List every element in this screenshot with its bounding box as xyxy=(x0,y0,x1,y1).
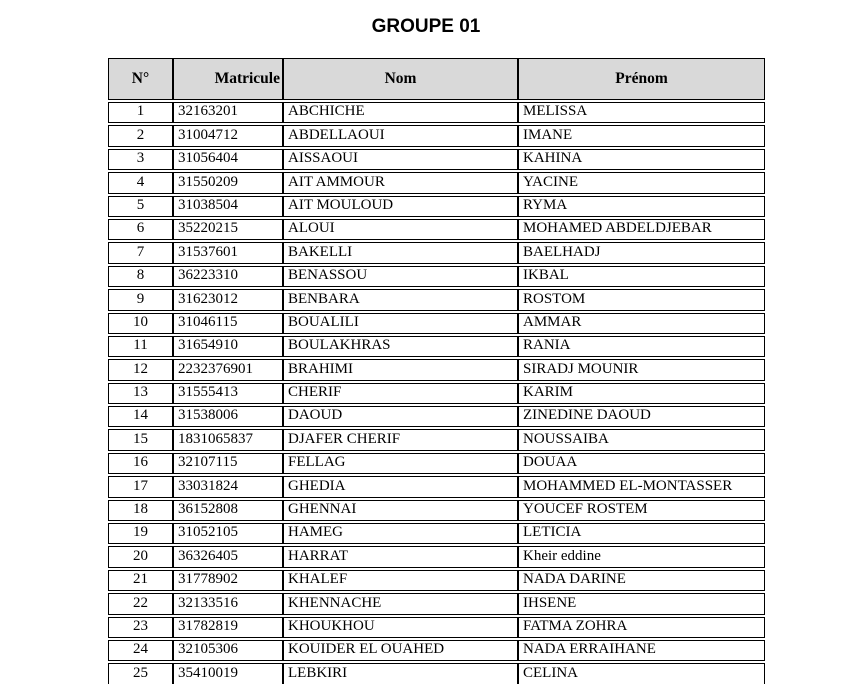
table-row xyxy=(108,429,765,450)
cell-matricule: 31038504 xyxy=(173,196,283,217)
table-row xyxy=(108,500,765,521)
cell-nom: HARRAT xyxy=(283,546,518,567)
cell-matricule: 31538006 xyxy=(173,406,283,427)
cell-n: 1 xyxy=(108,102,173,123)
cell-prenom: IMANE xyxy=(518,125,765,146)
table-row xyxy=(108,196,765,217)
table-row xyxy=(108,266,765,287)
cell-n: 19 xyxy=(108,523,173,544)
cell-prenom: IKBAL xyxy=(518,266,765,287)
cell-nom: AIT MOULOUD xyxy=(283,196,518,217)
cell-nom: ALOUI xyxy=(283,219,518,240)
cell-prenom: MOHAMED ABDELDJEBAR xyxy=(518,219,765,240)
cell-matricule: 31004712 xyxy=(173,125,283,146)
cell-matricule: 33031824 xyxy=(173,476,283,497)
cell-matricule: 31537601 xyxy=(173,242,283,263)
cell-matricule: 31056404 xyxy=(173,149,283,170)
table-row xyxy=(108,406,765,427)
cell-prenom: YACINE xyxy=(518,172,765,193)
cell-n: 20 xyxy=(108,546,173,567)
cell-matricule: 32133516 xyxy=(173,593,283,614)
cell-nom: ABCHICHE xyxy=(283,102,518,123)
cell-prenom: AMMAR xyxy=(518,313,765,334)
cell-n: 16 xyxy=(108,453,173,474)
cell-prenom: ZINEDINE DAOUD xyxy=(518,406,765,427)
cell-n: 6 xyxy=(108,219,173,240)
cell-prenom: ROSTOM xyxy=(518,289,765,310)
cell-nom: HAMEG xyxy=(283,523,518,544)
table-row xyxy=(108,593,765,614)
cell-prenom: Kheir eddine xyxy=(518,546,765,567)
table-row xyxy=(108,453,765,474)
cell-prenom: RYMA xyxy=(518,196,765,217)
cell-matricule: 31550209 xyxy=(173,172,283,193)
cell-nom: BENBARA xyxy=(283,289,518,310)
cell-n: 15 xyxy=(108,429,173,450)
cell-matricule: 32105306 xyxy=(173,640,283,661)
cell-prenom: LETICIA xyxy=(518,523,765,544)
cell-nom: BAKELLI xyxy=(283,242,518,263)
column-header-prenom: Prénom xyxy=(518,58,765,100)
table-row xyxy=(108,617,765,638)
cell-matricule: 31654910 xyxy=(173,336,283,357)
cell-nom: BENASSOU xyxy=(283,266,518,287)
table-row xyxy=(108,640,765,661)
cell-n: 7 xyxy=(108,242,173,263)
cell-n: 3 xyxy=(108,149,173,170)
cell-n: 25 xyxy=(108,663,173,684)
cell-nom: DAOUD xyxy=(283,406,518,427)
cell-matricule: 31778902 xyxy=(173,570,283,591)
cell-prenom: NADA DARINE xyxy=(518,570,765,591)
cell-n: 8 xyxy=(108,266,173,287)
cell-matricule: 36152808 xyxy=(173,500,283,521)
table-row xyxy=(108,125,765,146)
cell-prenom: KAHINA xyxy=(518,149,765,170)
cell-n: 23 xyxy=(108,617,173,638)
cell-nom: BOUALILI xyxy=(283,313,518,334)
cell-prenom: DOUAA xyxy=(518,453,765,474)
cell-matricule: 31052105 xyxy=(173,523,283,544)
table-row xyxy=(108,102,765,123)
table-row xyxy=(108,663,765,684)
cell-matricule: 31782819 xyxy=(173,617,283,638)
table-header xyxy=(108,58,765,100)
cell-matricule: 1831065837 xyxy=(173,429,283,450)
cell-n: 2 xyxy=(108,125,173,146)
cell-n: 4 xyxy=(108,172,173,193)
table-row xyxy=(108,289,765,310)
table-row xyxy=(108,336,765,357)
cell-n: 11 xyxy=(108,336,173,357)
column-header-numero: N° xyxy=(108,58,173,100)
cell-nom: KHALEF xyxy=(283,570,518,591)
cell-nom: LEBKIRI xyxy=(283,663,518,684)
cell-n: 5 xyxy=(108,196,173,217)
cell-matricule: 35220215 xyxy=(173,219,283,240)
table-row xyxy=(108,219,765,240)
cell-nom: KHENNACHE xyxy=(283,593,518,614)
table-row xyxy=(108,172,765,193)
cell-n: 14 xyxy=(108,406,173,427)
cell-prenom: MOHAMMED EL-MONTASSER xyxy=(518,476,765,497)
table-row xyxy=(108,523,765,544)
table-row xyxy=(108,313,765,334)
cell-prenom: BAELHADJ xyxy=(518,242,765,263)
cell-nom: AIT AMMOUR xyxy=(283,172,518,193)
cell-n: 17 xyxy=(108,476,173,497)
table-row xyxy=(108,242,765,263)
header-row xyxy=(108,58,765,100)
cell-n: 10 xyxy=(108,313,173,334)
table-row xyxy=(108,476,765,497)
table-row xyxy=(108,546,765,567)
cell-n: 24 xyxy=(108,640,173,661)
cell-n: 18 xyxy=(108,500,173,521)
cell-prenom: IHSENE xyxy=(518,593,765,614)
cell-nom: AISSAOUI xyxy=(283,149,518,170)
table-row xyxy=(108,149,765,170)
cell-nom: KHOUKHOU xyxy=(283,617,518,638)
table-body xyxy=(108,102,765,684)
cell-nom: BRAHIMI xyxy=(283,359,518,380)
table-row xyxy=(108,383,765,404)
table-row xyxy=(108,359,765,380)
cell-prenom: CELINA xyxy=(518,663,765,684)
cell-nom: BOULAKHRAS xyxy=(283,336,518,357)
cell-n: 22 xyxy=(108,593,173,614)
cell-n: 12 xyxy=(108,359,173,380)
cell-matricule: 31046115 xyxy=(173,313,283,334)
cell-prenom: FATMA ZOHRA xyxy=(518,617,765,638)
cell-matricule: 31555413 xyxy=(173,383,283,404)
cell-prenom: YOUCEF ROSTEM xyxy=(518,500,765,521)
cell-n: 13 xyxy=(108,383,173,404)
page-title: GROUPE 01 xyxy=(371,16,481,37)
cell-matricule: 35410019 xyxy=(173,663,283,684)
cell-matricule: 2232376901 xyxy=(173,359,283,380)
cell-nom: DJAFER CHERIF xyxy=(283,429,518,450)
column-header-nom: Nom xyxy=(283,58,518,100)
cell-nom: KOUIDER EL OUAHED xyxy=(283,640,518,661)
cell-prenom: RANIA xyxy=(518,336,765,357)
group-roster-table xyxy=(108,56,765,684)
cell-nom: FELLAG xyxy=(283,453,518,474)
cell-nom: GHENNAI xyxy=(283,500,518,521)
table-row xyxy=(108,570,765,591)
cell-n: 9 xyxy=(108,289,173,310)
cell-prenom: KARIM xyxy=(518,383,765,404)
cell-matricule: 36326405 xyxy=(173,546,283,567)
cell-prenom: NADA ERRAIHANE xyxy=(518,640,765,661)
cell-matricule: 32163201 xyxy=(173,102,283,123)
cell-matricule: 36223310 xyxy=(173,266,283,287)
cell-nom: ABDELLAOUI xyxy=(283,125,518,146)
cell-n: 21 xyxy=(108,570,173,591)
cell-prenom: MELISSA xyxy=(518,102,765,123)
column-header-matricule: Matricule xyxy=(173,58,283,100)
cell-prenom: NOUSSAIBA xyxy=(518,429,765,450)
cell-nom: GHEDIA xyxy=(283,476,518,497)
cell-matricule: 31623012 xyxy=(173,289,283,310)
cell-nom: CHERIF xyxy=(283,383,518,404)
cell-matricule: 32107115 xyxy=(173,453,283,474)
cell-prenom: SIRADJ MOUNIR xyxy=(518,359,765,380)
